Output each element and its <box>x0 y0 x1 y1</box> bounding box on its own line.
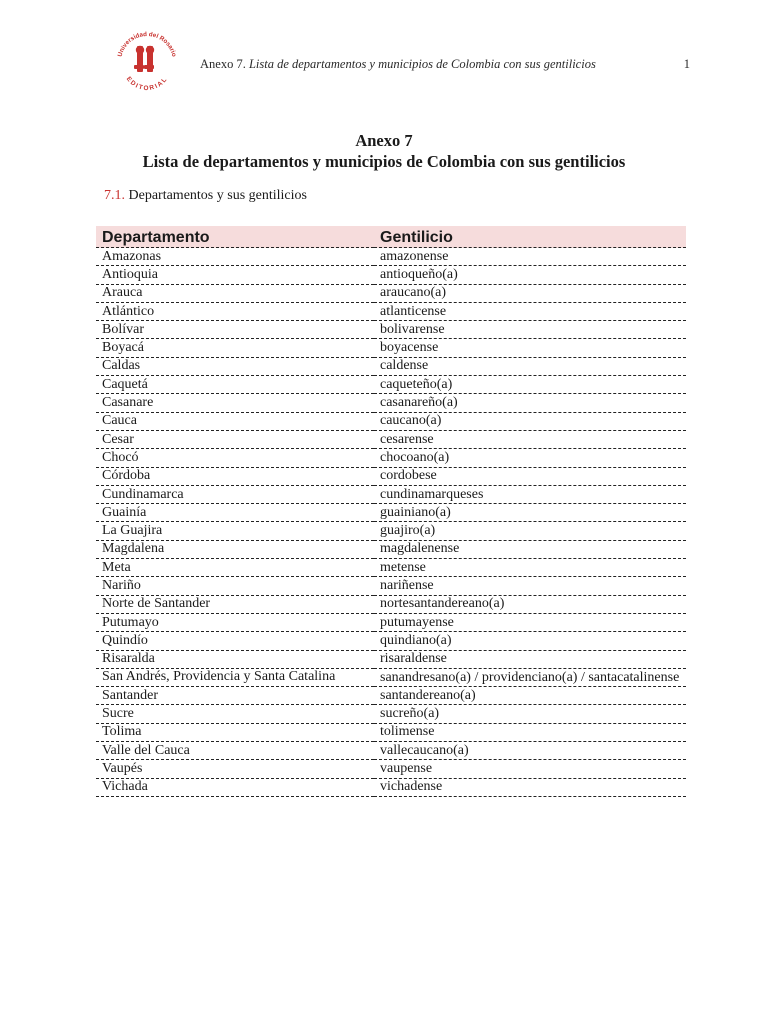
cell-departamento: Magdalena <box>96 540 374 558</box>
cell-departamento: Guainía <box>96 504 374 522</box>
cell-departamento: Quindío <box>96 632 374 650</box>
table-body <box>96 248 686 797</box>
table-row <box>96 357 686 375</box>
cell-gentilicio: atlanticense <box>374 302 686 320</box>
table-row <box>96 613 686 631</box>
table-row <box>96 412 686 430</box>
logo-arc-bottom-text: EDITORIAL <box>124 75 170 93</box>
section-title: Departamentos y sus gentilicios <box>128 188 307 203</box>
cell-departamento: Cauca <box>96 412 374 430</box>
table-row <box>96 321 686 339</box>
page-number: 1 <box>683 57 690 71</box>
universidad-del-rosario-logo <box>112 26 182 96</box>
document-title-line2: Lista de departamentos y municipios de Colombia con sus gentilicios <box>142 152 626 171</box>
cell-gentilicio: nariñense <box>374 577 686 595</box>
table-row <box>96 284 686 302</box>
cell-departamento: Caquetá <box>96 376 374 394</box>
table-row <box>96 485 686 503</box>
running-header <box>200 57 690 72</box>
table-row <box>96 266 686 284</box>
table-row <box>96 632 686 650</box>
table-row <box>96 668 686 686</box>
cell-gentilicio: vaupense <box>374 760 686 778</box>
cell-departamento: Casanare <box>96 394 374 412</box>
table-row <box>96 394 686 412</box>
section-heading <box>104 188 307 204</box>
cell-departamento: Cundinamarca <box>96 485 374 503</box>
table-row <box>96 467 686 485</box>
cell-gentilicio: metense <box>374 559 686 577</box>
cell-departamento: Valle del Cauca <box>96 742 374 760</box>
cell-gentilicio: chocoano(a) <box>374 449 686 467</box>
cell-departamento: Vichada <box>96 778 374 796</box>
cell-departamento: Córdoba <box>96 467 374 485</box>
cell-departamento: Caldas <box>96 357 374 375</box>
column-header-departamento: Departamento <box>96 226 374 248</box>
table-row <box>96 760 686 778</box>
cell-departamento: Vaupés <box>96 760 374 778</box>
cell-departamento: Arauca <box>96 284 374 302</box>
cell-gentilicio: vallecaucano(a) <box>374 742 686 760</box>
cell-gentilicio: vichadense <box>374 778 686 796</box>
cell-departamento: Nariño <box>96 577 374 595</box>
cell-departamento: Chocó <box>96 449 374 467</box>
table-row <box>96 705 686 723</box>
cell-departamento: Cesar <box>96 430 374 448</box>
table-row <box>96 302 686 320</box>
cell-departamento: Antioquia <box>96 266 374 284</box>
cell-departamento: La Guajira <box>96 522 374 540</box>
cell-gentilicio: cesarense <box>374 430 686 448</box>
cell-gentilicio: boyacense <box>374 339 686 357</box>
table-row <box>96 650 686 668</box>
cell-departamento: Santander <box>96 687 374 705</box>
table-header-row <box>96 226 686 248</box>
cell-departamento: Putumayo <box>96 613 374 631</box>
cell-gentilicio: caqueteño(a) <box>374 376 686 394</box>
table-row <box>96 430 686 448</box>
departments-table <box>96 226 686 797</box>
cell-gentilicio: guajiro(a) <box>374 522 686 540</box>
table-row <box>96 376 686 394</box>
cell-gentilicio: casanareño(a) <box>374 394 686 412</box>
svg-text:EDITORIAL <box>125 75 169 92</box>
cell-gentilicio: magdalenense <box>374 540 686 558</box>
cell-departamento: Meta <box>96 559 374 577</box>
table-row <box>96 559 686 577</box>
section-number: 7.1. <box>104 188 125 203</box>
column-header-gentilicio: Gentilicio <box>374 226 686 248</box>
cell-gentilicio: santandereano(a) <box>374 687 686 705</box>
cell-departamento: Atlántico <box>96 302 374 320</box>
cell-gentilicio: sucreño(a) <box>374 705 686 723</box>
document-title-line1: Anexo 7 <box>355 131 413 150</box>
cell-departamento: Bolívar <box>96 321 374 339</box>
cell-gentilicio: risaraldense <box>374 650 686 668</box>
table-row <box>96 742 686 760</box>
table-row <box>96 595 686 613</box>
cell-gentilicio: sanandresano(a) / providenciano(a) / santacatalinense <box>374 668 686 686</box>
table-row <box>96 687 686 705</box>
cell-departamento: San Andrés, Providencia y Santa Catalina <box>96 668 374 686</box>
table-row <box>96 248 686 266</box>
cell-gentilicio: amazonense <box>374 248 686 266</box>
cell-departamento: Norte de Santander <box>96 595 374 613</box>
cell-departamento: Amazonas <box>96 248 374 266</box>
cell-departamento: Risaralda <box>96 650 374 668</box>
running-header-prefix: Anexo 7. <box>200 57 246 71</box>
cell-gentilicio: araucano(a) <box>374 284 686 302</box>
cell-gentilicio: caucano(a) <box>374 412 686 430</box>
table-row <box>96 449 686 467</box>
document-title <box>0 130 768 172</box>
table-row <box>96 522 686 540</box>
cell-departamento: Boyacá <box>96 339 374 357</box>
cell-departamento: Sucre <box>96 705 374 723</box>
cell-gentilicio: putumayense <box>374 613 686 631</box>
table-row <box>96 504 686 522</box>
table-row <box>96 723 686 741</box>
running-header-title: Lista de departamentos y municipios de Colombia con sus gentilicios <box>248 57 596 71</box>
cell-gentilicio: quindiano(a) <box>374 632 686 650</box>
table-row <box>96 778 686 796</box>
table-row <box>96 577 686 595</box>
cell-gentilicio: caldense <box>374 357 686 375</box>
cell-gentilicio: nortesantandereano(a) <box>374 595 686 613</box>
cell-gentilicio: cordobese <box>374 467 686 485</box>
cell-gentilicio: tolimense <box>374 723 686 741</box>
cell-gentilicio: guainiano(a) <box>374 504 686 522</box>
cell-gentilicio: bolivarense <box>374 321 686 339</box>
cell-departamento: Tolima <box>96 723 374 741</box>
table-row <box>96 339 686 357</box>
table-row <box>96 540 686 558</box>
logo-arc-top-text: Universidad del Rosario <box>116 30 178 58</box>
cell-gentilicio: cundinamarqueses <box>374 485 686 503</box>
cell-gentilicio: antioqueño(a) <box>374 266 686 284</box>
